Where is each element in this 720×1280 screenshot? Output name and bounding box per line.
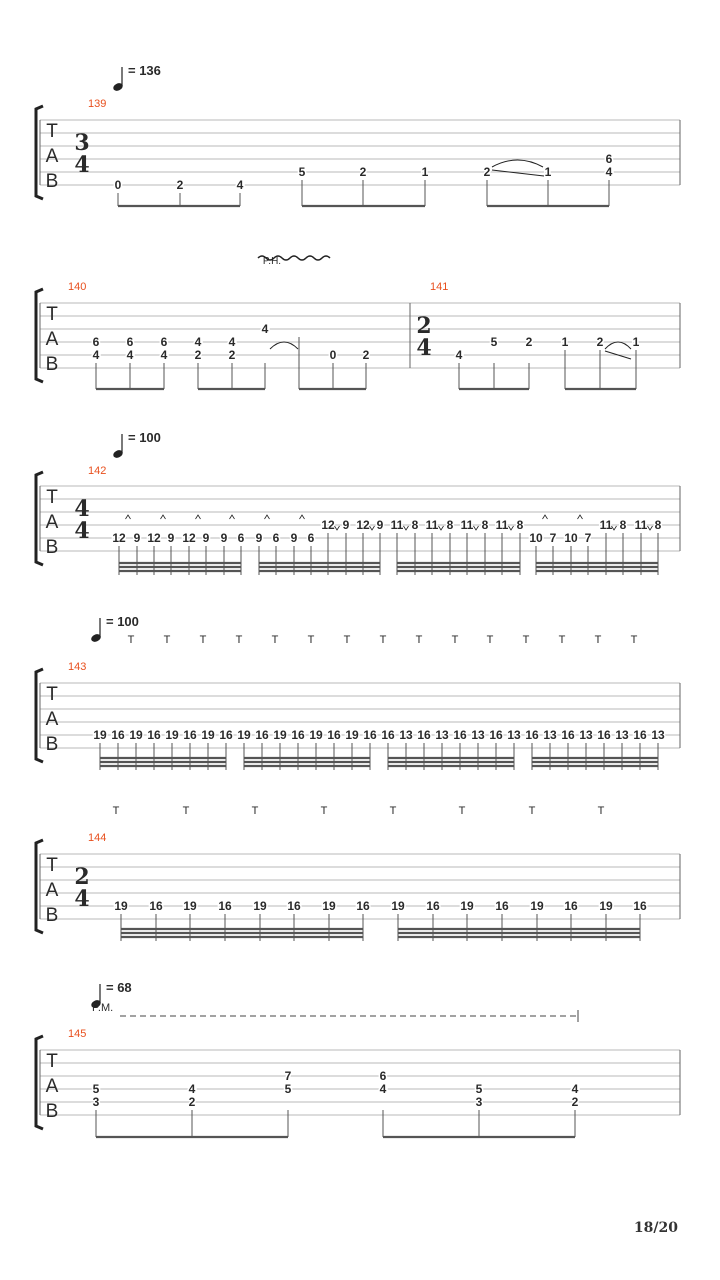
fret-number: 4 — [194, 335, 202, 349]
fret-number: 8 — [481, 518, 489, 532]
fret-number: 19 — [253, 899, 267, 913]
fret-number: 19 — [165, 728, 179, 742]
fret-number: 2 — [188, 1095, 196, 1109]
tap-marker: T — [251, 805, 259, 817]
fret-number: 19 — [237, 728, 251, 742]
fret-number: 16 — [453, 728, 467, 742]
fret-number: 6 — [379, 1069, 387, 1083]
tab-clef-a: A — [45, 512, 59, 533]
fret-number: 1 — [544, 165, 552, 179]
fret-number: 8 — [619, 518, 627, 532]
fret-number: 13 — [543, 728, 557, 742]
measure-number: 145 — [68, 1028, 87, 1040]
tab-clef-b: B — [45, 905, 59, 926]
slur-arc — [605, 342, 631, 349]
slur-arc — [492, 160, 543, 167]
fret-number: 5 — [475, 1082, 483, 1096]
fret-number: 5 — [92, 1082, 100, 1096]
tap-marker: T — [458, 805, 466, 817]
fret-number: 11 — [599, 518, 613, 532]
hammer-on-mark — [126, 515, 131, 519]
hammer-on-mark — [578, 515, 583, 519]
fret-number: 1 — [421, 165, 429, 179]
fret-number: 19 — [530, 899, 544, 913]
tap-marker: T — [594, 634, 602, 646]
fret-number: 16 — [495, 899, 509, 913]
fret-number: 16 — [417, 728, 431, 742]
fret-number: 6 — [605, 152, 613, 166]
time-signature-bottom: 4 — [74, 152, 90, 178]
fret-number: 12 — [147, 531, 161, 545]
measure-number: 139 — [88, 98, 107, 110]
fret-number: 9 — [202, 531, 210, 545]
page-number: 18/20 — [633, 1220, 678, 1236]
fret-number: 16 — [149, 899, 163, 913]
time-signature-bottom: 4 — [74, 886, 90, 912]
fret-number: 19 — [273, 728, 287, 742]
tempo-marking: = 100 — [128, 430, 161, 445]
fret-number: 4 — [126, 348, 134, 362]
fret-number: 16 — [561, 728, 575, 742]
fret-number: 2 — [176, 178, 184, 192]
tab-clef-a: A — [45, 709, 59, 730]
slur-arc — [270, 342, 298, 349]
fret-number: 19 — [93, 728, 107, 742]
tap-marker: T — [379, 634, 387, 646]
tap-marker: T — [630, 634, 638, 646]
measure-number: 144 — [88, 832, 107, 844]
fret-number: 5 — [490, 335, 498, 349]
fret-number: 9 — [133, 531, 141, 545]
fret-number: 11 — [460, 518, 474, 532]
fret-number: 4 — [261, 322, 269, 336]
tab-clef-t: T — [46, 487, 58, 508]
fret-number: 16 — [327, 728, 341, 742]
fret-number: 10 — [529, 531, 543, 545]
fret-number: 3 — [92, 1095, 100, 1109]
measure-number: 141 — [430, 281, 449, 293]
pull-off-mark — [335, 526, 340, 530]
fret-number: 12 — [356, 518, 370, 532]
fret-number: 0 — [114, 178, 122, 192]
fret-number: 19 — [201, 728, 215, 742]
fret-number: 2 — [194, 348, 202, 362]
tab-clef-a: A — [45, 880, 59, 901]
fret-number: 19 — [114, 899, 128, 913]
fret-number: 2 — [596, 335, 604, 349]
tab-clef-t: T — [46, 855, 58, 876]
fret-number: 7 — [284, 1069, 292, 1083]
tab-staff-140-141 — [40, 303, 680, 368]
fret-number: 16 — [597, 728, 611, 742]
fret-number: 19 — [322, 899, 336, 913]
tab-clef-a: A — [45, 1076, 59, 1097]
fret-number: 19 — [460, 899, 474, 913]
tempo-marking: = 100 — [106, 614, 139, 629]
tap-marker: T — [320, 805, 328, 817]
fret-number: 6 — [307, 531, 315, 545]
fret-number: 19 — [345, 728, 359, 742]
fret-number: 8 — [446, 518, 454, 532]
fret-number: 0 — [329, 348, 337, 362]
fret-number: 16 — [287, 899, 301, 913]
fret-number: 12 — [112, 531, 126, 545]
fret-number: 16 — [426, 899, 440, 913]
fret-number: 6 — [126, 335, 134, 349]
tab-clef-t: T — [46, 684, 58, 705]
tap-marker: T — [486, 634, 494, 646]
fret-number: 13 — [579, 728, 593, 742]
fret-number: 1 — [561, 335, 569, 349]
fret-number: 13 — [615, 728, 629, 742]
tap-marker: T — [558, 634, 566, 646]
fret-number: 4 — [228, 335, 236, 349]
fret-number: 3 — [475, 1095, 483, 1109]
fret-number: 16 — [633, 899, 647, 913]
fret-number: 10 — [564, 531, 578, 545]
fret-number: 19 — [391, 899, 405, 913]
tap-marker: T — [307, 634, 315, 646]
pull-off-mark — [509, 526, 514, 530]
fret-number: 16 — [489, 728, 503, 742]
tap-marker: T — [182, 805, 190, 817]
tab-clef-b: B — [45, 1101, 59, 1122]
fret-number: 16 — [183, 728, 197, 742]
fret-number: 19 — [599, 899, 613, 913]
fret-number: 9 — [167, 531, 175, 545]
tempo-marking: = 68 — [106, 980, 132, 995]
fret-number: 9 — [376, 518, 384, 532]
measure-number: 140 — [68, 281, 87, 293]
tab-clef-b: B — [45, 734, 59, 755]
tap-marker: T — [597, 805, 605, 817]
fret-number: 19 — [309, 728, 323, 742]
fret-number: 11 — [495, 518, 509, 532]
palm-harmonic-label: P.H. — [262, 256, 282, 267]
fret-number: 11 — [634, 518, 648, 532]
tap-marker: T — [271, 634, 279, 646]
tab-clef-b: B — [45, 171, 59, 192]
pull-off-mark — [370, 526, 375, 530]
tap-marker: T — [127, 634, 135, 646]
fret-number: 16 — [147, 728, 161, 742]
tap-marker: T — [522, 634, 530, 646]
fret-number: 2 — [571, 1095, 579, 1109]
fret-number: 11 — [425, 518, 439, 532]
tab-clef-t: T — [46, 1051, 58, 1072]
fret-number: 19 — [129, 728, 143, 742]
time-signature-bottom: 4 — [74, 518, 90, 544]
fret-number: 9 — [342, 518, 350, 532]
fret-number: 12 — [182, 531, 196, 545]
measure-number: 142 — [88, 465, 107, 477]
tab-clef-t: T — [46, 121, 58, 142]
fret-number: 16 — [218, 899, 232, 913]
fret-number: 7 — [584, 531, 592, 545]
tap-marker: T — [235, 634, 243, 646]
tab-clef-b: B — [45, 537, 59, 558]
fret-number: 11 — [390, 518, 404, 532]
fret-number: 16 — [363, 728, 377, 742]
fret-number: 8 — [516, 518, 524, 532]
fret-number: 9 — [220, 531, 228, 545]
tap-marker: T — [343, 634, 351, 646]
fret-number: 12 — [321, 518, 335, 532]
fret-number: 13 — [471, 728, 485, 742]
fret-number: 8 — [654, 518, 662, 532]
fret-number: 16 — [219, 728, 233, 742]
fret-number: 4 — [379, 1082, 387, 1096]
tempo-marking: = 136 — [128, 63, 161, 78]
fret-number: 2 — [483, 165, 491, 179]
hammer-on-mark — [543, 515, 548, 519]
hammer-on-mark — [265, 515, 270, 519]
tab-clef-a: A — [45, 329, 59, 350]
fret-number: 4 — [188, 1082, 196, 1096]
time-signature-top: 2 — [74, 864, 90, 890]
fret-number: 4 — [605, 165, 613, 179]
tap-marker: T — [451, 634, 459, 646]
fret-number: 6 — [237, 531, 245, 545]
fret-number: 16 — [356, 899, 370, 913]
tap-marker: T — [163, 634, 171, 646]
tap-marker: T — [199, 634, 207, 646]
fret-number: 9 — [255, 531, 263, 545]
fret-number: 4 — [571, 1082, 579, 1096]
time-signature-top: 2 — [416, 313, 432, 339]
fret-number: 16 — [381, 728, 395, 742]
fret-number: 1 — [632, 335, 640, 349]
palm-mute-label: P.M. — [92, 1002, 114, 1014]
fret-number: 6 — [272, 531, 280, 545]
time-signature-top: 4 — [74, 496, 90, 522]
fret-number: 16 — [525, 728, 539, 742]
fret-number: 5 — [284, 1082, 292, 1096]
tap-marker: T — [112, 805, 120, 817]
fret-number: 2 — [359, 165, 367, 179]
pull-off-mark — [648, 526, 653, 530]
tab-clef-b: B — [45, 354, 59, 375]
fret-number: 19 — [183, 899, 197, 913]
measure-number: 143 — [68, 661, 87, 673]
fret-number: 2 — [525, 335, 533, 349]
fret-number: 9 — [290, 531, 298, 545]
tap-marker: T — [389, 805, 397, 817]
pull-off-mark — [474, 526, 479, 530]
pull-off-mark — [404, 526, 409, 530]
fret-number: 13 — [435, 728, 449, 742]
fret-number: 4 — [92, 348, 100, 362]
hammer-on-mark — [196, 515, 201, 519]
fret-number: 16 — [564, 899, 578, 913]
fret-number: 4 — [236, 178, 244, 192]
fret-number: 7 — [549, 531, 557, 545]
fret-number: 5 — [298, 165, 306, 179]
hammer-on-mark — [161, 515, 166, 519]
fret-number: 6 — [92, 335, 100, 349]
fret-number: 6 — [160, 335, 168, 349]
tab-clef-a: A — [45, 146, 59, 167]
fret-number: 13 — [507, 728, 521, 742]
pull-off-mark — [439, 526, 444, 530]
time-signature-bottom: 4 — [416, 335, 432, 361]
fret-number: 2 — [362, 348, 370, 362]
fret-number: 2 — [228, 348, 236, 362]
slide-line — [492, 170, 544, 176]
tab-clef-t: T — [46, 304, 58, 325]
fret-number: 13 — [399, 728, 413, 742]
fret-number: 16 — [255, 728, 269, 742]
fret-number: 8 — [411, 518, 419, 532]
fret-number: 4 — [160, 348, 168, 362]
hammer-on-mark — [300, 515, 305, 519]
fret-number: 16 — [633, 728, 647, 742]
time-signature-top: 3 — [74, 130, 90, 156]
fret-number: 13 — [651, 728, 665, 742]
hammer-on-mark — [230, 515, 235, 519]
fret-number: 16 — [291, 728, 305, 742]
fret-number: 4 — [455, 348, 463, 362]
tab-staff-145 — [40, 1050, 680, 1115]
tap-marker: T — [415, 634, 423, 646]
tap-marker: T — [528, 805, 536, 817]
fret-number: 16 — [111, 728, 125, 742]
